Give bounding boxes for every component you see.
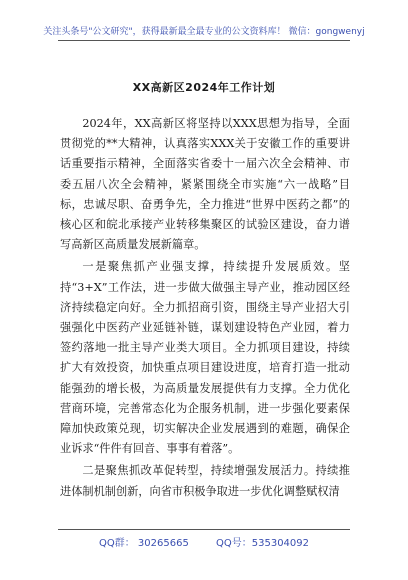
paragraph-point-two: 二是聚焦抓改革促转型，持续增强发展活力。持续推进体制机制创新，向省市积极争取进一步优化调整赋权清 — [60, 464, 350, 498]
footer-qq-group: QQ群： 30265665 — [98, 538, 189, 549]
header-divider — [58, 40, 350, 41]
footer-divider — [58, 529, 350, 530]
footer-qq-number: QQ号：535304092 — [216, 538, 310, 549]
header-promo-note: 关注头条号"公文研究"，获得最新最全最专业的公文资料库！ 微信：gongwenyj — [43, 27, 365, 37]
footer-contact — [0, 534, 408, 549]
paragraph-point-one: 一是聚焦抓产业强支撑，持续提升发展质效。坚持“3+X”工作法，进一步做大做强主导产业，推动园区经济持续稳定向好。全力抓招商引资，围绕主导产业招大引强强化中医药产业延链补链，谋划建设特色产业园，着力签约落地一批主导产业类大项目。全力抓项目建设，持续扩大有效投资，加快重点项目建设进度，培育打造一批动能强劲的增长极，为高质量发展提供有力支撑。全力优化营商环境，完善常态化为企服务机制，进一步强化要素保障加快政策兑现，切实解决企业发展遇到的难题，确保企业诉求“件件有回音、事事有着落”。 — [60, 260, 350, 456]
document-body — [60, 114, 350, 504]
paragraph-intro: 2024年，XX高新区将坚持以XXX思想为指导，全面贯彻党的**大精神，认真落实XXX关于安徽工作的重要讲话重要指示精神，全面落实省委十一届六次全会精神、市委五届八次全会精神，紧紧围绕全市实施“六一战略”目标，忠诚尽职、奋勇争先，全力推进“世界中医药之都”的核心区和皖北承接产业转移集聚区的试验区建设，奋力谱写高新区高质量发展新篇章。 — [60, 117, 350, 252]
document-title: XX高新区2024年工作计划 — [132, 81, 276, 94]
